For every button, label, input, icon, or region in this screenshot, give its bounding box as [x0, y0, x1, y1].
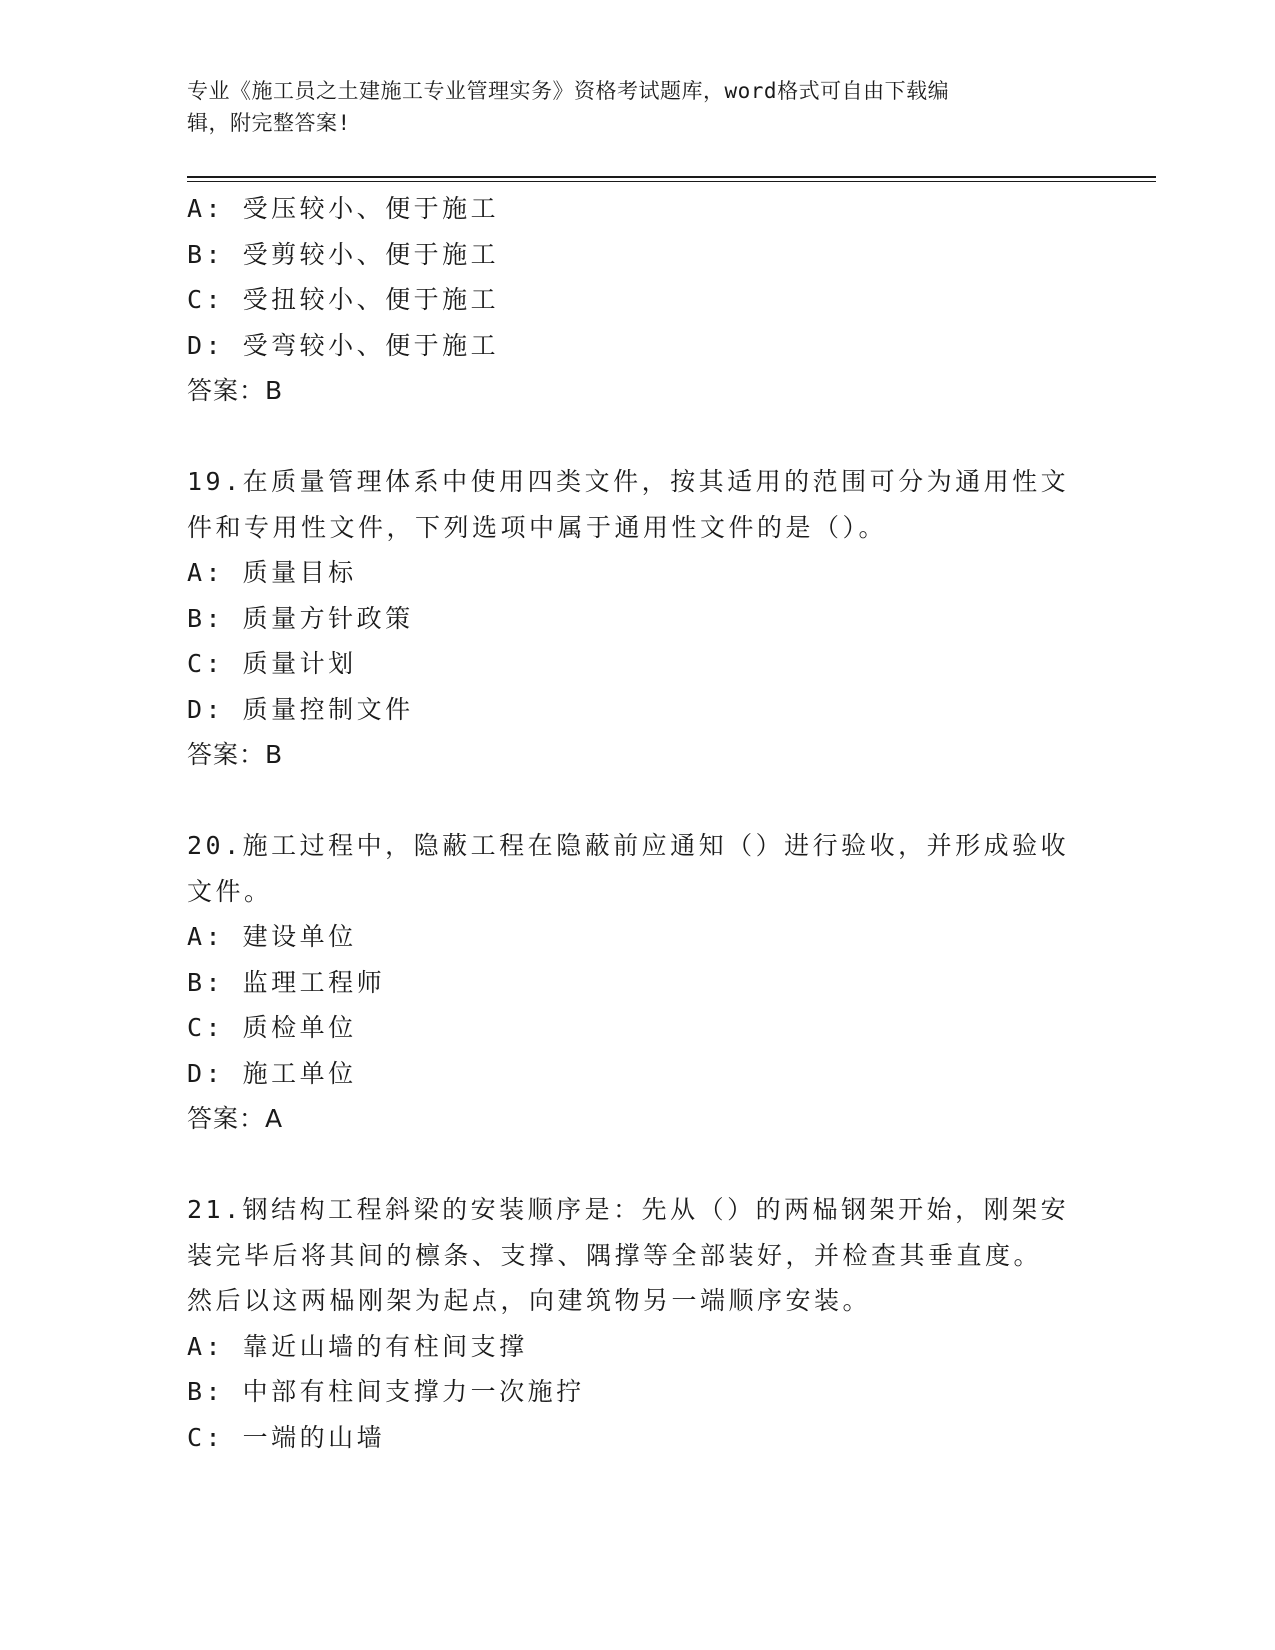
question-block-prev — [187, 186, 1087, 414]
spacer — [187, 414, 1087, 460]
option-b: B: 质量方针政策 — [187, 603, 414, 633]
answer-line: 答案：B — [187, 740, 284, 769]
document-header — [187, 75, 1087, 139]
question-block-21 — [187, 1187, 1087, 1460]
option-b: B: 受剪较小、便于施工 — [187, 239, 500, 269]
option-c: C: 一端的山墙 — [187, 1422, 386, 1452]
option-c: C: 质检单位 — [187, 1013, 357, 1042]
answer-line: 答案：A — [187, 1104, 284, 1133]
option-d: D: 受弯较小、便于施工 — [187, 330, 500, 360]
header-line-1: 专业《施工员之土建施工专业管理实务》资格考试题库，word格式可自由下载编 — [187, 79, 950, 103]
option-a: A: 质量目标 — [187, 558, 357, 587]
spacer — [187, 1142, 1087, 1188]
question-stem-line: 文件。 — [187, 876, 273, 906]
question-stem-line: 装完毕后将其间的檩条、支撑、隅撑等全部装好，并检查其垂直度。 — [187, 1240, 1043, 1270]
question-stem-line: 21.钢结构工程斜梁的安装顺序是：先从（）的两榀钢架开始，刚架安 — [187, 1195, 1070, 1224]
option-a: A: 受压较小、便于施工 — [187, 194, 500, 223]
option-d: D: 施工单位 — [187, 1058, 357, 1088]
option-b: B: 监理工程师 — [187, 967, 386, 997]
question-block-20 — [187, 823, 1087, 1142]
question-stem-line: 然后以这两榀刚架为起点，向建筑物另一端顺序安装。 — [187, 1286, 872, 1315]
option-c: C: 受扭较小、便于施工 — [187, 285, 500, 314]
question-stem-line: 20.施工过程中，隐蔽工程在隐蔽前应通知（）进行验收，并形成验收 — [187, 831, 1070, 860]
option-a: A: 建设单位 — [187, 922, 357, 951]
spacer — [187, 778, 1087, 824]
header-divider-thick — [187, 176, 1156, 178]
question-stem-line: 19.在质量管理体系中使用四类文件，按其适用的范围可分为通用性文 — [187, 467, 1070, 496]
header-divider-thin — [187, 181, 1156, 182]
option-c: C: 质量计划 — [187, 649, 357, 678]
header-line-2: 辑，附完整答案! — [187, 111, 351, 135]
answer-line: 答案：B — [187, 376, 284, 405]
question-stem-line: 件和专用性文件，下列选项中属于通用性文件的是（）。 — [187, 512, 888, 542]
question-list — [187, 186, 1087, 1460]
question-block-19 — [187, 459, 1087, 778]
option-b: B: 中部有柱间支撑力一次施拧 — [187, 1377, 585, 1406]
option-d: D: 质量控制文件 — [187, 694, 414, 724]
option-a: A: 靠近山墙的有柱间支撑 — [187, 1331, 528, 1361]
